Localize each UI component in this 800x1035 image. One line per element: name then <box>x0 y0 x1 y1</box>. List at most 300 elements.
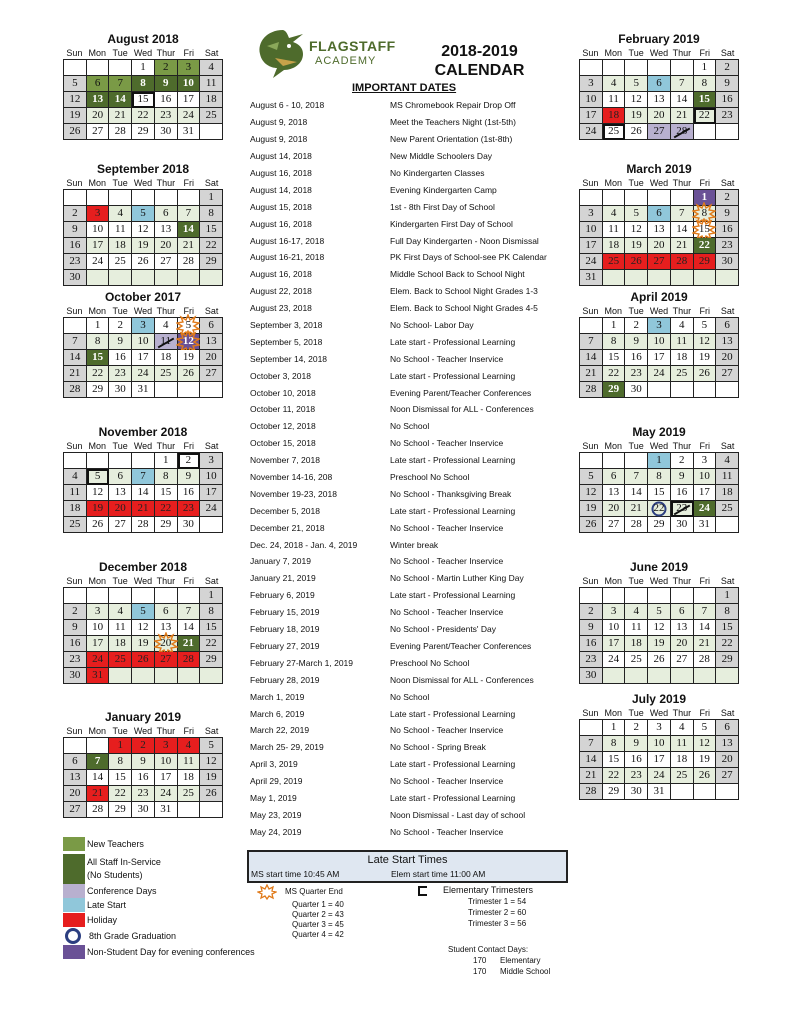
day-cell[interactable] <box>109 382 132 398</box>
day-cell[interactable] <box>87 366 110 382</box>
day-cell[interactable] <box>109 366 132 382</box>
day-cell[interactable] <box>87 469 110 485</box>
day-cell[interactable] <box>178 738 201 754</box>
day-cell[interactable] <box>132 485 155 501</box>
day-cell[interactable] <box>64 334 87 350</box>
day-cell[interactable] <box>603 206 626 222</box>
day-cell[interactable] <box>694 366 717 382</box>
day-cell[interactable] <box>694 206 717 222</box>
day-cell[interactable] <box>625 206 648 222</box>
day-cell[interactable] <box>132 754 155 770</box>
day-cell[interactable] <box>603 652 626 668</box>
day-cell[interactable] <box>716 588 739 604</box>
day-cell[interactable] <box>109 92 132 108</box>
day-cell[interactable] <box>155 802 178 818</box>
day-cell[interactable] <box>178 76 201 92</box>
day-cell[interactable] <box>178 517 201 533</box>
day-cell[interactable] <box>64 636 87 652</box>
day-cell[interactable] <box>132 382 155 398</box>
day-cell[interactable] <box>603 350 626 366</box>
day-cell[interactable] <box>671 334 694 350</box>
day-cell[interactable] <box>178 334 201 350</box>
day-cell[interactable] <box>87 254 110 270</box>
day-cell[interactable] <box>155 366 178 382</box>
day-cell[interactable] <box>64 786 87 802</box>
day-cell[interactable] <box>200 222 223 238</box>
day-cell[interactable] <box>64 124 87 140</box>
day-cell[interactable] <box>155 517 178 533</box>
day-cell[interactable] <box>178 754 201 770</box>
day-cell[interactable] <box>580 350 603 366</box>
day-cell[interactable] <box>178 501 201 517</box>
day-cell[interactable] <box>716 736 739 752</box>
day-cell[interactable] <box>648 652 671 668</box>
day-cell[interactable] <box>625 469 648 485</box>
day-cell[interactable] <box>580 382 603 398</box>
day-cell[interactable] <box>625 254 648 270</box>
day-cell[interactable] <box>200 754 223 770</box>
day-cell[interactable] <box>580 238 603 254</box>
day-cell[interactable] <box>580 485 603 501</box>
day-cell[interactable] <box>625 620 648 636</box>
day-cell[interactable] <box>603 752 626 768</box>
day-cell[interactable] <box>603 736 626 752</box>
day-cell[interactable] <box>648 254 671 270</box>
day-cell[interactable] <box>64 604 87 620</box>
day-cell[interactable] <box>200 501 223 517</box>
day-cell[interactable] <box>109 222 132 238</box>
day-cell[interactable] <box>716 238 739 254</box>
day-cell[interactable] <box>671 124 694 140</box>
day-cell[interactable] <box>648 501 671 517</box>
day-cell[interactable] <box>694 517 717 533</box>
day-cell[interactable] <box>694 222 717 238</box>
day-cell[interactable] <box>603 485 626 501</box>
day-cell[interactable] <box>87 92 110 108</box>
day-cell[interactable] <box>603 469 626 485</box>
day-cell[interactable] <box>603 720 626 736</box>
day-cell[interactable] <box>64 652 87 668</box>
day-cell[interactable] <box>200 366 223 382</box>
day-cell[interactable] <box>648 784 671 800</box>
day-cell[interactable] <box>603 76 626 92</box>
day-cell[interactable] <box>580 620 603 636</box>
day-cell[interactable] <box>155 350 178 366</box>
day-cell[interactable] <box>200 238 223 254</box>
day-cell[interactable] <box>716 720 739 736</box>
day-cell[interactable] <box>87 636 110 652</box>
day-cell[interactable] <box>132 206 155 222</box>
day-cell[interactable] <box>716 636 739 652</box>
day-cell[interactable] <box>603 254 626 270</box>
day-cell[interactable] <box>87 517 110 533</box>
day-cell[interactable] <box>200 60 223 76</box>
day-cell[interactable] <box>694 318 717 334</box>
day-cell[interactable] <box>64 802 87 818</box>
day-cell[interactable] <box>671 652 694 668</box>
day-cell[interactable] <box>109 350 132 366</box>
day-cell[interactable] <box>132 366 155 382</box>
day-cell[interactable] <box>671 350 694 366</box>
day-cell[interactable] <box>64 668 87 684</box>
day-cell[interactable] <box>64 254 87 270</box>
day-cell[interactable] <box>155 60 178 76</box>
day-cell[interactable] <box>716 469 739 485</box>
day-cell[interactable] <box>580 517 603 533</box>
day-cell[interactable] <box>671 469 694 485</box>
day-cell[interactable] <box>200 786 223 802</box>
day-cell[interactable] <box>132 254 155 270</box>
day-cell[interactable] <box>155 604 178 620</box>
day-cell[interactable] <box>200 108 223 124</box>
day-cell[interactable] <box>200 318 223 334</box>
day-cell[interactable] <box>625 501 648 517</box>
day-cell[interactable] <box>603 604 626 620</box>
day-cell[interactable] <box>109 517 132 533</box>
day-cell[interactable] <box>580 501 603 517</box>
day-cell[interactable] <box>155 770 178 786</box>
day-cell[interactable] <box>694 453 717 469</box>
day-cell[interactable] <box>580 206 603 222</box>
day-cell[interactable] <box>64 469 87 485</box>
day-cell[interactable] <box>155 652 178 668</box>
day-cell[interactable] <box>648 238 671 254</box>
day-cell[interactable] <box>648 222 671 238</box>
day-cell[interactable] <box>132 517 155 533</box>
day-cell[interactable] <box>87 222 110 238</box>
day-cell[interactable] <box>155 206 178 222</box>
day-cell[interactable] <box>694 254 717 270</box>
day-cell[interactable] <box>200 652 223 668</box>
day-cell[interactable] <box>580 366 603 382</box>
day-cell[interactable] <box>200 738 223 754</box>
day-cell[interactable] <box>694 720 717 736</box>
day-cell[interactable] <box>155 620 178 636</box>
day-cell[interactable] <box>109 636 132 652</box>
day-cell[interactable] <box>200 770 223 786</box>
day-cell[interactable] <box>716 768 739 784</box>
day-cell[interactable] <box>132 76 155 92</box>
day-cell[interactable] <box>716 620 739 636</box>
day-cell[interactable] <box>648 108 671 124</box>
day-cell[interactable] <box>625 382 648 398</box>
day-cell[interactable] <box>694 501 717 517</box>
day-cell[interactable] <box>178 453 201 469</box>
day-cell[interactable] <box>716 652 739 668</box>
day-cell[interactable] <box>87 382 110 398</box>
day-cell[interactable] <box>625 76 648 92</box>
day-cell[interactable] <box>625 784 648 800</box>
day-cell[interactable] <box>580 254 603 270</box>
day-cell[interactable] <box>603 222 626 238</box>
day-cell[interactable] <box>716 60 739 76</box>
day-cell[interactable] <box>671 736 694 752</box>
day-cell[interactable] <box>132 124 155 140</box>
day-cell[interactable] <box>671 752 694 768</box>
day-cell[interactable] <box>109 802 132 818</box>
day-cell[interactable] <box>580 752 603 768</box>
day-cell[interactable] <box>178 485 201 501</box>
day-cell[interactable] <box>132 238 155 254</box>
day-cell[interactable] <box>200 254 223 270</box>
day-cell[interactable] <box>132 802 155 818</box>
day-cell[interactable] <box>64 382 87 398</box>
day-cell[interactable] <box>716 318 739 334</box>
day-cell[interactable] <box>648 636 671 652</box>
day-cell[interactable] <box>580 124 603 140</box>
day-cell[interactable] <box>716 604 739 620</box>
day-cell[interactable] <box>155 124 178 140</box>
day-cell[interactable] <box>87 124 110 140</box>
day-cell[interactable] <box>64 238 87 254</box>
day-cell[interactable] <box>64 270 87 286</box>
day-cell[interactable] <box>648 485 671 501</box>
day-cell[interactable] <box>132 652 155 668</box>
day-cell[interactable] <box>155 108 178 124</box>
day-cell[interactable] <box>671 238 694 254</box>
day-cell[interactable] <box>155 92 178 108</box>
day-cell[interactable] <box>64 620 87 636</box>
day-cell[interactable] <box>109 238 132 254</box>
day-cell[interactable] <box>580 76 603 92</box>
day-cell[interactable] <box>87 652 110 668</box>
day-cell[interactable] <box>132 620 155 636</box>
day-cell[interactable] <box>155 254 178 270</box>
day-cell[interactable] <box>694 334 717 350</box>
day-cell[interactable] <box>132 770 155 786</box>
day-cell[interactable] <box>671 485 694 501</box>
day-cell[interactable] <box>178 206 201 222</box>
day-cell[interactable] <box>716 222 739 238</box>
day-cell[interactable] <box>625 736 648 752</box>
day-cell[interactable] <box>155 318 178 334</box>
day-cell[interactable] <box>580 784 603 800</box>
day-cell[interactable] <box>625 485 648 501</box>
day-cell[interactable] <box>716 501 739 517</box>
day-cell[interactable] <box>694 485 717 501</box>
day-cell[interactable] <box>603 501 626 517</box>
day-cell[interactable] <box>178 770 201 786</box>
day-cell[interactable] <box>648 469 671 485</box>
day-cell[interactable] <box>603 92 626 108</box>
day-cell[interactable] <box>648 517 671 533</box>
day-cell[interactable] <box>648 76 671 92</box>
day-cell[interactable] <box>671 366 694 382</box>
day-cell[interactable] <box>625 752 648 768</box>
day-cell[interactable] <box>109 254 132 270</box>
day-cell[interactable] <box>64 76 87 92</box>
day-cell[interactable] <box>603 318 626 334</box>
day-cell[interactable] <box>132 334 155 350</box>
day-cell[interactable] <box>64 222 87 238</box>
day-cell[interactable] <box>625 350 648 366</box>
day-cell[interactable] <box>87 76 110 92</box>
day-cell[interactable] <box>155 754 178 770</box>
day-cell[interactable] <box>694 652 717 668</box>
day-cell[interactable] <box>694 190 717 206</box>
day-cell[interactable] <box>625 124 648 140</box>
day-cell[interactable] <box>87 334 110 350</box>
day-cell[interactable] <box>109 206 132 222</box>
day-cell[interactable] <box>109 738 132 754</box>
day-cell[interactable] <box>87 668 110 684</box>
day-cell[interactable] <box>694 350 717 366</box>
day-cell[interactable] <box>648 92 671 108</box>
day-cell[interactable] <box>155 738 178 754</box>
day-cell[interactable] <box>87 770 110 786</box>
day-cell[interactable] <box>64 501 87 517</box>
day-cell[interactable] <box>671 222 694 238</box>
day-cell[interactable] <box>625 222 648 238</box>
day-cell[interactable] <box>109 786 132 802</box>
day-cell[interactable] <box>648 318 671 334</box>
day-cell[interactable] <box>109 770 132 786</box>
day-cell[interactable] <box>671 517 694 533</box>
day-cell[interactable] <box>580 668 603 684</box>
day-cell[interactable] <box>87 802 110 818</box>
day-cell[interactable] <box>580 768 603 784</box>
day-cell[interactable] <box>716 752 739 768</box>
day-cell[interactable] <box>109 604 132 620</box>
day-cell[interactable] <box>109 108 132 124</box>
day-cell[interactable] <box>87 206 110 222</box>
day-cell[interactable] <box>109 501 132 517</box>
day-cell[interactable] <box>625 334 648 350</box>
day-cell[interactable] <box>132 636 155 652</box>
day-cell[interactable] <box>200 206 223 222</box>
day-cell[interactable] <box>155 485 178 501</box>
day-cell[interactable] <box>132 738 155 754</box>
day-cell[interactable] <box>603 108 626 124</box>
day-cell[interactable] <box>625 238 648 254</box>
day-cell[interactable] <box>200 76 223 92</box>
day-cell[interactable] <box>109 124 132 140</box>
day-cell[interactable] <box>716 453 739 469</box>
day-cell[interactable] <box>603 124 626 140</box>
day-cell[interactable] <box>671 92 694 108</box>
day-cell[interactable] <box>648 720 671 736</box>
day-cell[interactable] <box>648 124 671 140</box>
day-cell[interactable] <box>178 254 201 270</box>
day-cell[interactable] <box>64 485 87 501</box>
day-cell[interactable] <box>200 620 223 636</box>
day-cell[interactable] <box>648 366 671 382</box>
day-cell[interactable] <box>625 652 648 668</box>
day-cell[interactable] <box>178 604 201 620</box>
day-cell[interactable] <box>200 469 223 485</box>
day-cell[interactable] <box>132 318 155 334</box>
day-cell[interactable] <box>132 92 155 108</box>
day-cell[interactable] <box>580 92 603 108</box>
day-cell[interactable] <box>716 206 739 222</box>
day-cell[interactable] <box>648 206 671 222</box>
day-cell[interactable] <box>200 588 223 604</box>
day-cell[interactable] <box>178 469 201 485</box>
day-cell[interactable] <box>716 350 739 366</box>
day-cell[interactable] <box>716 76 739 92</box>
day-cell[interactable] <box>64 517 87 533</box>
day-cell[interactable] <box>603 768 626 784</box>
day-cell[interactable] <box>716 485 739 501</box>
day-cell[interactable] <box>716 108 739 124</box>
day-cell[interactable] <box>671 453 694 469</box>
day-cell[interactable] <box>155 222 178 238</box>
day-cell[interactable] <box>648 768 671 784</box>
day-cell[interactable] <box>178 222 201 238</box>
day-cell[interactable] <box>671 636 694 652</box>
day-cell[interactable] <box>200 190 223 206</box>
day-cell[interactable] <box>178 620 201 636</box>
day-cell[interactable] <box>87 485 110 501</box>
day-cell[interactable] <box>200 453 223 469</box>
day-cell[interactable] <box>200 604 223 620</box>
day-cell[interactable] <box>87 501 110 517</box>
day-cell[interactable] <box>580 108 603 124</box>
day-cell[interactable] <box>694 76 717 92</box>
day-cell[interactable] <box>109 318 132 334</box>
day-cell[interactable] <box>178 60 201 76</box>
day-cell[interactable] <box>155 501 178 517</box>
day-cell[interactable] <box>603 517 626 533</box>
day-cell[interactable] <box>648 334 671 350</box>
day-cell[interactable] <box>625 636 648 652</box>
day-cell[interactable] <box>178 366 201 382</box>
day-cell[interactable] <box>648 736 671 752</box>
day-cell[interactable] <box>132 501 155 517</box>
day-cell[interactable] <box>580 334 603 350</box>
day-cell[interactable] <box>178 636 201 652</box>
day-cell[interactable] <box>625 108 648 124</box>
day-cell[interactable] <box>87 350 110 366</box>
day-cell[interactable] <box>625 720 648 736</box>
day-cell[interactable] <box>87 754 110 770</box>
day-cell[interactable] <box>155 334 178 350</box>
day-cell[interactable] <box>694 768 717 784</box>
day-cell[interactable] <box>64 770 87 786</box>
day-cell[interactable] <box>109 485 132 501</box>
day-cell[interactable] <box>64 366 87 382</box>
day-cell[interactable] <box>694 736 717 752</box>
day-cell[interactable] <box>109 334 132 350</box>
day-cell[interactable] <box>132 786 155 802</box>
day-cell[interactable] <box>580 736 603 752</box>
day-cell[interactable] <box>178 786 201 802</box>
day-cell[interactable] <box>671 254 694 270</box>
day-cell[interactable] <box>155 238 178 254</box>
day-cell[interactable] <box>671 108 694 124</box>
day-cell[interactable] <box>109 652 132 668</box>
day-cell[interactable] <box>200 485 223 501</box>
day-cell[interactable] <box>109 76 132 92</box>
day-cell[interactable] <box>178 238 201 254</box>
day-cell[interactable] <box>694 108 717 124</box>
day-cell[interactable] <box>87 620 110 636</box>
day-cell[interactable] <box>580 652 603 668</box>
day-cell[interactable] <box>132 222 155 238</box>
day-cell[interactable] <box>694 92 717 108</box>
day-cell[interactable] <box>87 786 110 802</box>
day-cell[interactable] <box>132 604 155 620</box>
day-cell[interactable] <box>200 350 223 366</box>
day-cell[interactable] <box>671 768 694 784</box>
day-cell[interactable] <box>178 92 201 108</box>
day-cell[interactable] <box>694 636 717 652</box>
day-cell[interactable] <box>694 620 717 636</box>
day-cell[interactable] <box>716 92 739 108</box>
day-cell[interactable] <box>132 469 155 485</box>
day-cell[interactable] <box>694 469 717 485</box>
day-cell[interactable] <box>694 604 717 620</box>
